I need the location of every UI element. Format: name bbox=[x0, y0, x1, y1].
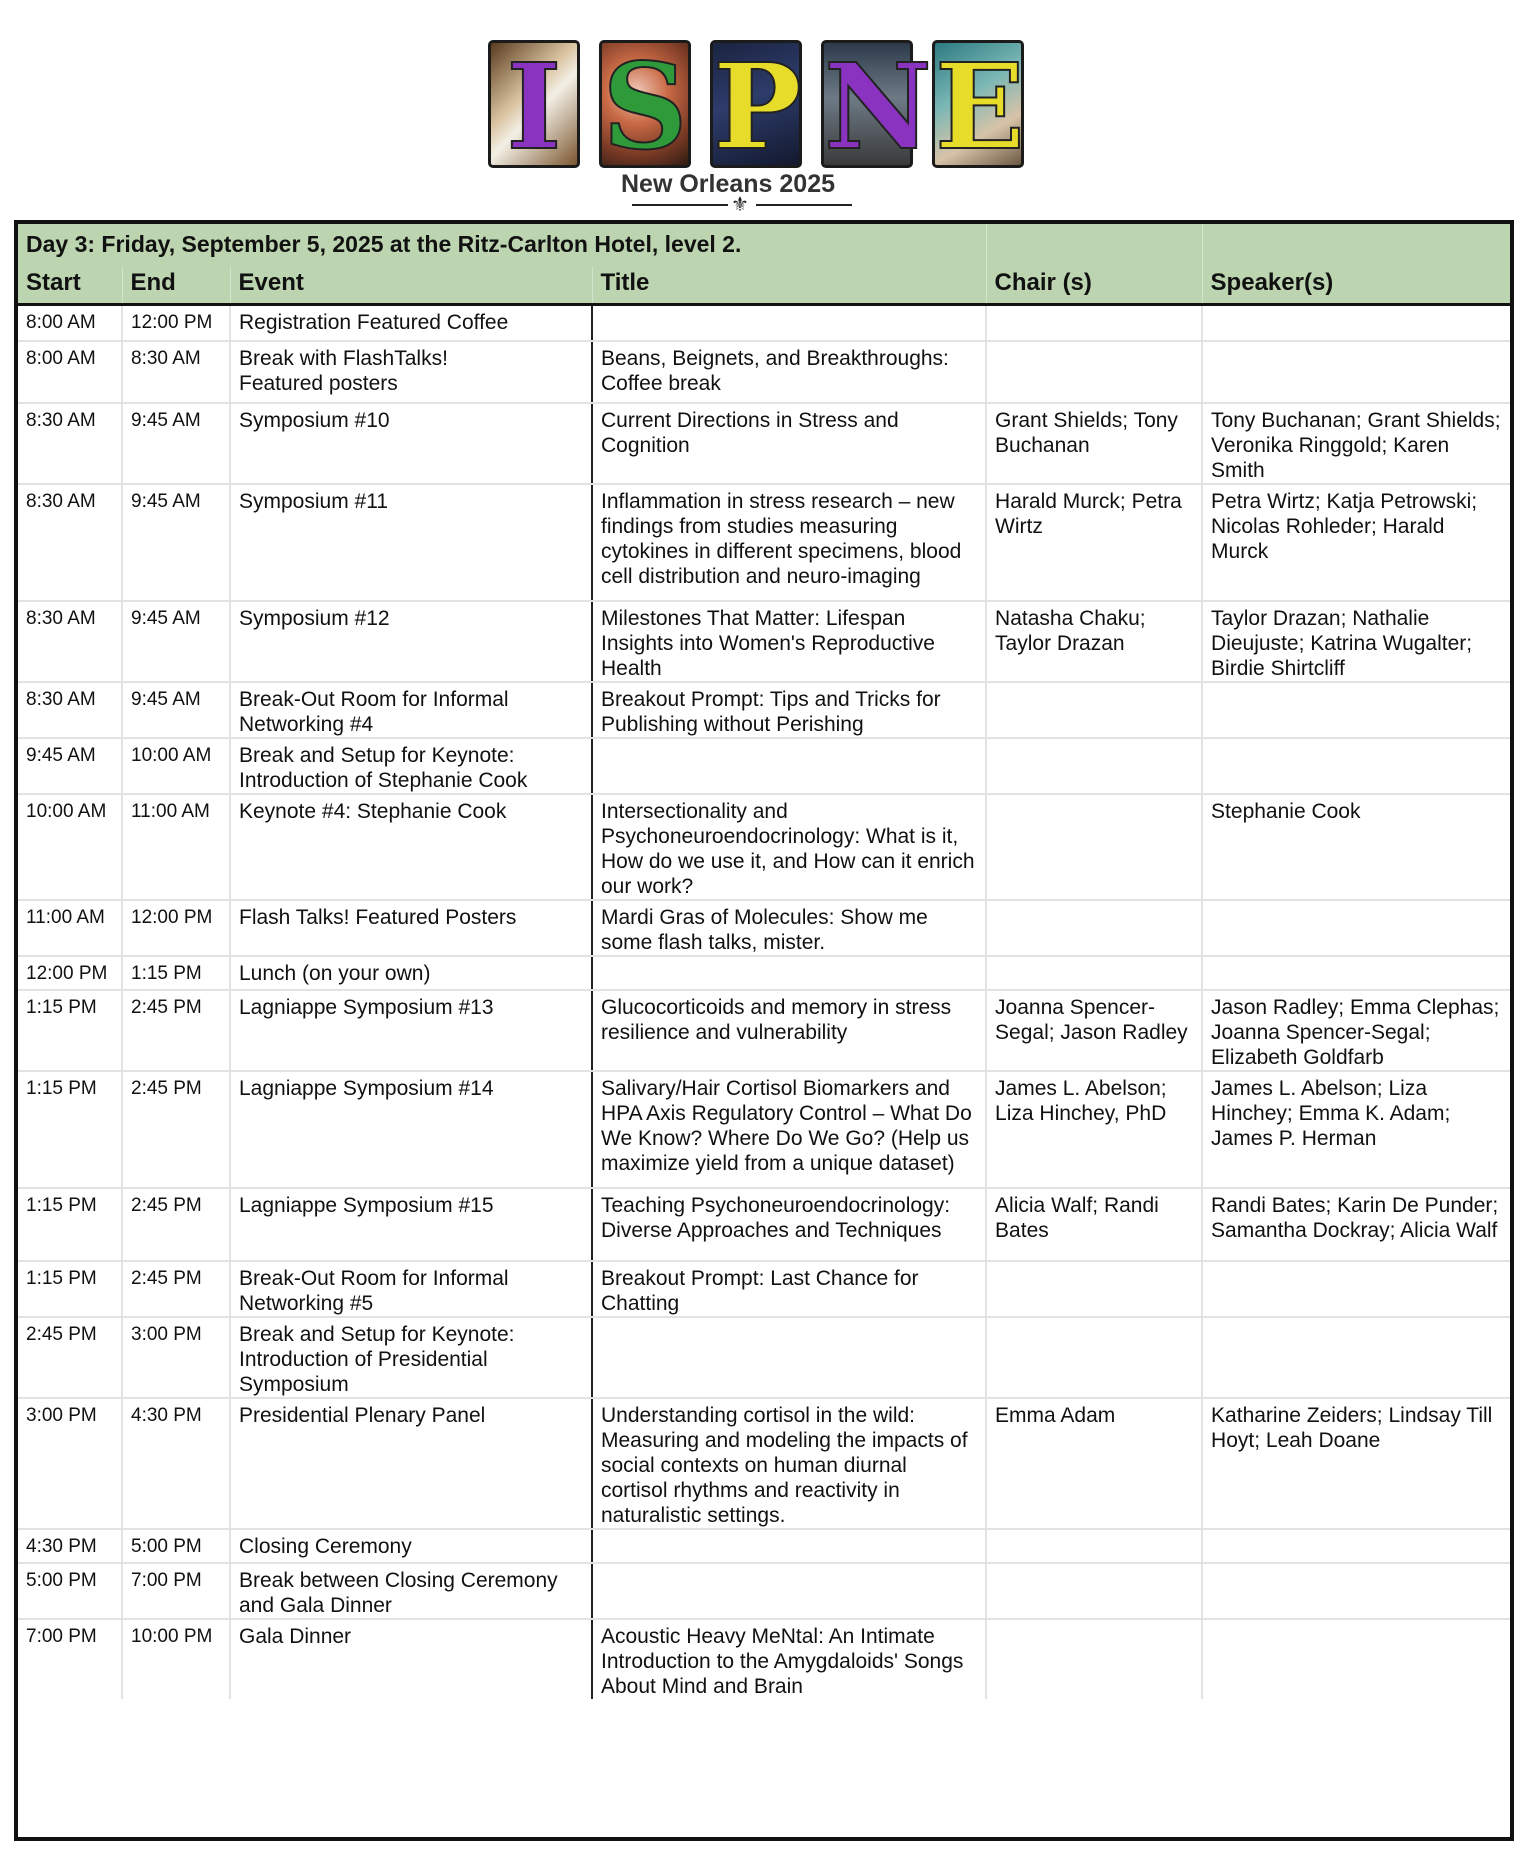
row-end-time: 3:00 PM bbox=[122, 1317, 230, 1398]
row-speakers bbox=[1202, 1563, 1510, 1619]
row-title: Breakout Prompt: Tips and Tricks for Publishing without Perishing bbox=[592, 682, 986, 738]
row-speakers bbox=[1202, 682, 1510, 738]
row-speakers bbox=[1202, 341, 1510, 403]
logo-letter: P bbox=[713, 37, 802, 176]
schedule-row bbox=[18, 484, 1510, 601]
row-event: Lagniappe Symposium #15 bbox=[230, 1188, 592, 1261]
row-start-time: 8:30 AM bbox=[18, 484, 122, 601]
row-title bbox=[592, 305, 986, 341]
row-event: Keynote #4: Stephanie Cook bbox=[230, 794, 592, 900]
logo-tile-mardi-gras-image bbox=[932, 37, 1025, 176]
row-event: Closing Ceremony bbox=[230, 1529, 592, 1563]
row-start-time: 1:15 PM bbox=[18, 1188, 122, 1261]
row-start-time: 5:00 PM bbox=[18, 1563, 122, 1619]
logo-letter: S bbox=[602, 37, 688, 176]
row-end-time: 2:45 PM bbox=[122, 1261, 230, 1317]
schedule-row bbox=[18, 305, 1510, 341]
row-end-time: 7:00 PM bbox=[122, 1563, 230, 1619]
column-header-speakers: Speaker(s) bbox=[1202, 267, 1510, 305]
row-title bbox=[592, 1317, 986, 1398]
row-chair bbox=[986, 1529, 1202, 1563]
row-event: Lagniappe Symposium #14 bbox=[230, 1071, 592, 1188]
row-event: Symposium #12 bbox=[230, 601, 592, 682]
schedule-row bbox=[18, 1188, 1510, 1261]
row-event: Presidential Plenary Panel bbox=[230, 1398, 592, 1529]
row-chair bbox=[986, 1261, 1202, 1317]
row-chair: Harald Murck; Petra Wirtz bbox=[986, 484, 1202, 601]
row-speakers bbox=[1202, 305, 1510, 341]
logo-tile-beignets-image bbox=[488, 37, 580, 176]
row-start-time: 10:00 AM bbox=[18, 794, 122, 900]
row-speakers: Taylor Drazan; Nathalie Dieujuste; Katrina Wugalter; Birdie Shirtcliff bbox=[1202, 601, 1510, 682]
row-start-time: 9:45 AM bbox=[18, 738, 122, 794]
row-event: Break with FlashTalks! Featured posters bbox=[230, 341, 592, 403]
row-start-time: 1:15 PM bbox=[18, 1071, 122, 1188]
row-speakers: Petra Wirtz; Katja Petrowski; Nicolas Rohleder; Harald Murck bbox=[1202, 484, 1510, 601]
row-event: Break and Setup for Keynote: Introduction of Stephanie Cook bbox=[230, 738, 592, 794]
row-end-time: 10:00 AM bbox=[122, 738, 230, 794]
row-title: Beans, Beignets, and Breakthroughs: Coffee break bbox=[592, 341, 986, 403]
schedule-row bbox=[18, 738, 1510, 794]
day-heading-empty-cell bbox=[1202, 224, 1510, 267]
row-end-time: 2:45 PM bbox=[122, 990, 230, 1071]
row-chair: James L. Abelson; Liza Hinchey, PhD bbox=[986, 1071, 1202, 1188]
row-title: Glucocorticoids and memory in stress resilience and vulnerability bbox=[592, 990, 986, 1071]
column-header-event: Event bbox=[230, 267, 592, 305]
row-speakers bbox=[1202, 1261, 1510, 1317]
logo-letter: I bbox=[506, 37, 562, 176]
row-title bbox=[592, 738, 986, 794]
row-title: Understanding cortisol in the wild: Measuring and modeling the impacts of social contexts on human diurnal cortisol rhythms and reactivity in naturalistic settings. bbox=[592, 1398, 986, 1529]
row-title: Milestones That Matter: Lifespan Insights into Women's Reproductive Health bbox=[592, 601, 986, 682]
schedule-row bbox=[18, 1563, 1510, 1619]
column-header-end: End bbox=[122, 267, 230, 305]
row-title: Salivary/Hair Cortisol Biomarkers and HPA Axis Regulatory Control – What Do We Know? Where Do We Go? (Help us maximize yield from a unique dataset) bbox=[592, 1071, 986, 1188]
column-header-row bbox=[18, 267, 1510, 305]
row-speakers: Jason Radley; Emma Clephas; Joanna Spencer-Segal; Elizabeth Goldfarb bbox=[1202, 990, 1510, 1071]
row-chair: Emma Adam bbox=[986, 1398, 1202, 1529]
row-start-time: 8:30 AM bbox=[18, 601, 122, 682]
row-event: Symposium #10 bbox=[230, 403, 592, 484]
row-start-time: 8:30 AM bbox=[18, 682, 122, 738]
row-event: Break and Setup for Keynote: Introduction of Presidential Symposium bbox=[230, 1317, 592, 1398]
row-speakers: Randi Bates; Karin De Punder; Samantha Dockray; Alicia Walf bbox=[1202, 1188, 1510, 1261]
row-event: Break-Out Room for Informal Networking #4 bbox=[230, 682, 592, 738]
row-title: Teaching Psychoneuroendocrinology: Diverse Approaches and Techniques bbox=[592, 1188, 986, 1261]
row-event: Lunch (on your own) bbox=[230, 956, 592, 990]
row-end-time: 12:00 PM bbox=[122, 900, 230, 956]
logo-subtitle: New Orleans 2025 bbox=[620, 170, 835, 198]
row-start-time: 1:15 PM bbox=[18, 990, 122, 1071]
logo-divider bbox=[756, 204, 852, 206]
column-header-chair: Chair (s) bbox=[986, 267, 1202, 305]
row-event: Gala Dinner bbox=[230, 1619, 592, 1699]
row-chair bbox=[986, 900, 1202, 956]
day-heading-row bbox=[18, 224, 1510, 267]
row-chair: Grant Shields; Tony Buchanan bbox=[986, 403, 1202, 484]
row-chair: Alicia Walf; Randi Bates bbox=[986, 1188, 1202, 1261]
row-event: Break-Out Room for Informal Networking #5 bbox=[230, 1261, 592, 1317]
row-event: Flash Talks! Featured Posters bbox=[230, 900, 592, 956]
row-end-time: 4:30 PM bbox=[122, 1398, 230, 1529]
row-title: Breakout Prompt: Last Chance for Chatting bbox=[592, 1261, 986, 1317]
row-title bbox=[592, 956, 986, 990]
row-start-time: 3:00 PM bbox=[18, 1398, 122, 1529]
ispne-logo bbox=[488, 37, 1032, 216]
row-chair bbox=[986, 305, 1202, 341]
row-title: Inflammation in stress research – new findings from studies measuring cytokines in different specimens, blood cell distribution and neuro-imaging bbox=[592, 484, 986, 601]
row-start-time: 7:00 PM bbox=[18, 1619, 122, 1699]
row-speakers bbox=[1202, 1529, 1510, 1563]
row-speakers: Tony Buchanan; Grant Shields; Veronika Ringgold; Karen Smith bbox=[1202, 403, 1510, 484]
schedule-table bbox=[18, 224, 1510, 1699]
row-event: Symposium #11 bbox=[230, 484, 592, 601]
schedule-row bbox=[18, 956, 1510, 990]
row-speakers bbox=[1202, 956, 1510, 990]
row-chair bbox=[986, 794, 1202, 900]
schedule-row bbox=[18, 1398, 1510, 1529]
row-start-time: 12:00 PM bbox=[18, 956, 122, 990]
row-title: Intersectionality and Psychoneuroendocrinology: What is it, How do we use it, and How can it enrich our work? bbox=[592, 794, 986, 900]
row-end-time: 9:45 AM bbox=[122, 601, 230, 682]
schedule-row bbox=[18, 990, 1510, 1071]
row-speakers: James L. Abelson; Liza Hinchey; Emma K. Adam; James P. Herman bbox=[1202, 1071, 1510, 1188]
row-end-time: 10:00 PM bbox=[122, 1619, 230, 1699]
row-speakers: Stephanie Cook bbox=[1202, 794, 1510, 900]
schedule-row bbox=[18, 1071, 1510, 1188]
row-end-time: 9:45 AM bbox=[122, 682, 230, 738]
row-end-time: 8:30 AM bbox=[122, 341, 230, 403]
row-event: Registration Featured Coffee bbox=[230, 305, 592, 341]
row-title: Mardi Gras of Molecules: Show me some flash talks, mister. bbox=[592, 900, 986, 956]
row-start-time: 4:30 PM bbox=[18, 1529, 122, 1563]
row-start-time: 1:15 PM bbox=[18, 1261, 122, 1317]
schedule-row bbox=[18, 341, 1510, 403]
row-end-time: 1:15 PM bbox=[122, 956, 230, 990]
schedule-row bbox=[18, 794, 1510, 900]
fleur-de-lis-icon: ⚜ bbox=[731, 194, 749, 216]
row-title bbox=[592, 1563, 986, 1619]
row-speakers bbox=[1202, 1317, 1510, 1398]
column-header-start: Start bbox=[18, 267, 122, 305]
logo-tile-bourbon-street-image bbox=[821, 37, 932, 176]
day-heading: Day 3: Friday, September 5, 2025 at the Ritz-Carlton Hotel, level 2. bbox=[18, 224, 986, 267]
row-end-time: 11:00 AM bbox=[122, 794, 230, 900]
row-chair bbox=[986, 1619, 1202, 1699]
row-chair bbox=[986, 1317, 1202, 1398]
row-start-time: 11:00 AM bbox=[18, 900, 122, 956]
schedule-row bbox=[18, 1317, 1510, 1398]
row-title: Acoustic Heavy MeNtal: An Intimate Introduction to the Amygdaloids' Songs About Mind and Brain bbox=[592, 1619, 986, 1699]
row-start-time: 8:30 AM bbox=[18, 403, 122, 484]
logo-tile-jazz-image bbox=[710, 37, 802, 176]
row-chair bbox=[986, 738, 1202, 794]
row-end-time: 9:45 AM bbox=[122, 484, 230, 601]
row-speakers bbox=[1202, 1619, 1510, 1699]
schedule-row bbox=[18, 682, 1510, 738]
row-start-time: 8:00 AM bbox=[18, 305, 122, 341]
logo-letter: N bbox=[824, 37, 932, 176]
logo-divider bbox=[632, 204, 728, 206]
schedule-row bbox=[18, 601, 1510, 682]
schedule-row bbox=[18, 900, 1510, 956]
row-event: Lagniappe Symposium #13 bbox=[230, 990, 592, 1071]
row-chair bbox=[986, 1563, 1202, 1619]
schedule-row bbox=[18, 1529, 1510, 1563]
row-end-time: 12:00 PM bbox=[122, 305, 230, 341]
row-end-time: 9:45 AM bbox=[122, 403, 230, 484]
row-title: Current Directions in Stress and Cognition bbox=[592, 403, 986, 484]
row-end-time: 2:45 PM bbox=[122, 1071, 230, 1188]
schedule-row bbox=[18, 1619, 1510, 1699]
row-speakers bbox=[1202, 738, 1510, 794]
row-end-time: 5:00 PM bbox=[122, 1529, 230, 1563]
schedule-table-frame bbox=[14, 220, 1514, 1841]
schedule-row bbox=[18, 403, 1510, 484]
row-start-time: 8:00 AM bbox=[18, 341, 122, 403]
row-chair: Joanna Spencer-Segal; Jason Radley bbox=[986, 990, 1202, 1071]
row-speakers: Katharine Zeiders; Lindsay Till Hoyt; Leah Doane bbox=[1202, 1398, 1510, 1529]
row-speakers bbox=[1202, 900, 1510, 956]
row-chair: Natasha Chaku; Taylor Drazan bbox=[986, 601, 1202, 682]
day-heading-empty-cell bbox=[986, 224, 1202, 267]
row-chair bbox=[986, 956, 1202, 990]
logo-letter: E bbox=[935, 37, 1025, 176]
column-header-title: Title bbox=[592, 267, 986, 305]
row-title bbox=[592, 1529, 986, 1563]
row-start-time: 2:45 PM bbox=[18, 1317, 122, 1398]
row-chair bbox=[986, 682, 1202, 738]
row-chair bbox=[986, 341, 1202, 403]
row-end-time: 2:45 PM bbox=[122, 1188, 230, 1261]
row-event: Break between Closing Ceremony and Gala Dinner bbox=[230, 1563, 592, 1619]
schedule-row bbox=[18, 1261, 1510, 1317]
logo-tile-crawfish-image bbox=[599, 37, 691, 176]
